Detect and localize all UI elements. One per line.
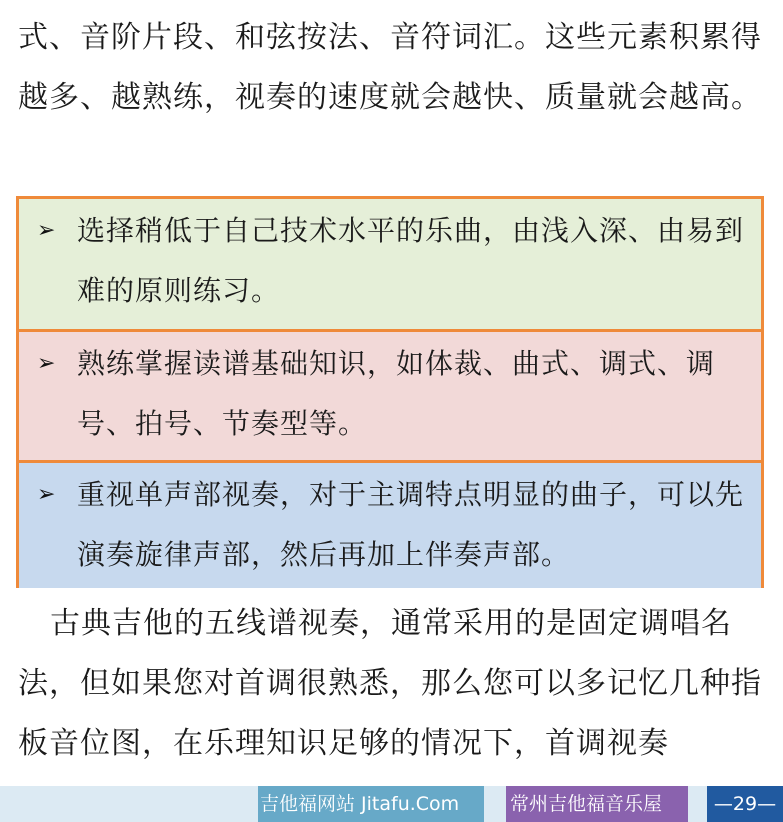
- arrow-bullet-icon: ➢: [37, 351, 56, 376]
- footer-site-label: 吉他福网站 Jitafu.Com: [258, 786, 484, 822]
- footer-store-label: 常州吉他福音乐屋: [506, 786, 688, 822]
- arrow-bullet-icon: ➢: [37, 218, 56, 243]
- tip-item: [19, 329, 761, 460]
- tip-text: 重视单声部视奏，对于主调特点明显的曲子，可以先演奏旋律声部，然后再加上伴奏声部。: [77, 478, 745, 571]
- body-paragraph: 古典吉他的五线谱视奏，通常采用的是固定调唱名法，但如果您对首调很熟悉，那么您可以多记忆几种指板音位图，在乐理知识足够的情况下，首调视奏: [18, 606, 762, 761]
- tip-item: [19, 199, 761, 329]
- tip-text: 熟练掌握读谱基础知识，如体裁、曲式、调式、调号、拍号、节奏型等。: [77, 347, 716, 440]
- tip-item: [19, 460, 761, 588]
- tips-box: [16, 196, 764, 588]
- arrow-bullet-icon: ➢: [37, 482, 56, 507]
- body-paragraph: 式、音阶片段、和弦按法、音符词汇。这些元素积累得越多、越熟练，视奏的速度就会越快、质量就会越高。: [18, 20, 762, 115]
- page-number: —29—: [707, 786, 783, 822]
- tip-text: 选择稍低于自己技术水平的乐曲，由浅入深、由易到难的原则练习。: [77, 214, 745, 307]
- page-footer: [0, 786, 783, 822]
